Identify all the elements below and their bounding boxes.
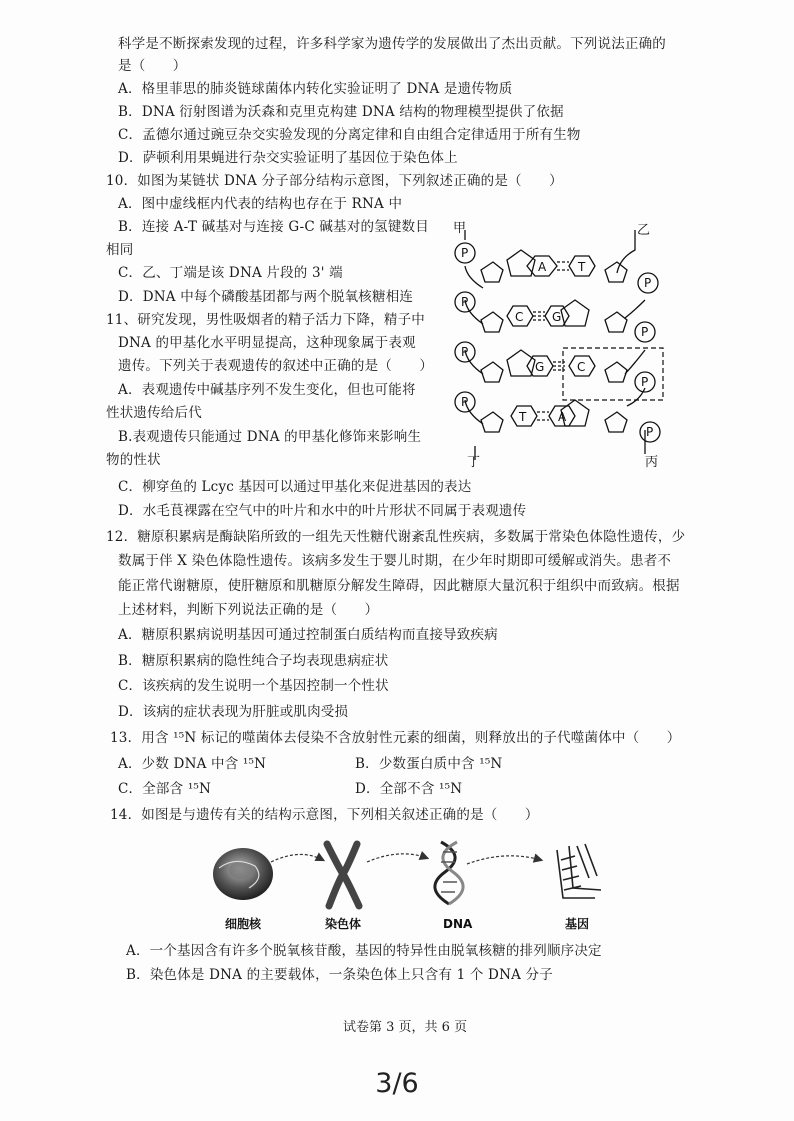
- phosphate-label: P: [461, 395, 469, 409]
- q13-option-b: B．少数蛋白质中含 ¹⁵N: [355, 756, 503, 772]
- q12-option-c: C．该疾病的发生说明一个基因控制一个性状: [118, 678, 389, 694]
- q14-option-b: B．染色体是 DNA 的主要载体，一条染色体上只含有 1 个 DNA 分子: [126, 967, 553, 983]
- q14-option-a: A．一个基因含有许多个脱氧核苷酸，基因的特异性由脱氧核糖的排列顺序决定: [126, 943, 602, 959]
- q12-option-b: B．糖原积累病的隐性纯合子均表现患病症状: [118, 653, 389, 669]
- base-left-3: G: [535, 360, 545, 374]
- q9-option-d: D．萨顿利用果蝇进行杂交实验证明了基因位于染色体上: [118, 150, 458, 166]
- base-left-4: T: [519, 410, 527, 424]
- label-nucleus: 细胞核: [225, 917, 262, 931]
- left-sugars: [481, 262, 503, 432]
- q12-stem-line4: 上述材料，判断下列说法正确的是（ ）: [118, 602, 379, 618]
- q10-option-a: A．图中虚线框内代表的结构也存在于 RNA 中: [118, 196, 403, 212]
- base-right-4: A: [558, 410, 567, 424]
- arrow-icon: [367, 854, 427, 862]
- q13-stem: 13．用含 ¹⁵N 标记的噬菌体去侵染不含放射性元素的细菌，则释放出的子代噬菌体中（ ）: [110, 730, 681, 746]
- right-backbone: [617, 230, 645, 454]
- q10-option-c: C．乙、丁端是该 DNA 片段的 3' 端: [118, 265, 343, 281]
- q11-option-b-cont: 物的性状: [106, 452, 161, 468]
- q11-stem-line1: 11、研究发现，男性吸烟者的精子活力下降，精子中: [106, 312, 425, 328]
- q9-option-c: C．孟德尔通过豌豆杂交实验发现的分离定律和自由组合定律适用于所有生物: [118, 127, 581, 143]
- q13-option-a: A．少数 DNA 中含 ¹⁵N: [118, 756, 267, 772]
- base-left-1: A: [538, 260, 547, 274]
- q11-option-c: C．柳穿鱼的 Lcyc 基因可以通过甲基化来促进基因的表达: [118, 479, 472, 495]
- dna-helix-icon: [435, 842, 463, 904]
- phosphate-label: P: [461, 345, 469, 359]
- arrow-icon: [271, 854, 323, 862]
- q11-option-d: D．水毛茛裸露在空气中的叶片和水中的叶片形状不同属于表观遗传: [118, 503, 527, 519]
- q11-stem-line2: DNA 的甲基化水平明显提高，这种现象属于表观: [118, 335, 416, 351]
- base-right-2: G: [552, 310, 562, 324]
- label-dna: DNA: [443, 917, 473, 931]
- q12-stem-line3: 能正常代谢糖原，使肝糖原和肌糖原分解发生障碍，因此糖原大量沉积于组织中而致病。根据: [118, 578, 680, 594]
- phosphate-label: P: [646, 425, 654, 439]
- phosphate-label: P: [641, 375, 649, 389]
- phosphate-label: P: [461, 295, 469, 309]
- genetic-structure-flow-diagram: [205, 838, 625, 938]
- end-label-jia: 甲: [453, 221, 467, 236]
- q12-stem-line1: 12．糖原积累病是酶缺陷所致的一组先天性糖代谢紊乱性疾病，多数属于常染色体隐性遗传，少: [106, 529, 686, 545]
- q9-stem-line2: 是（ ）: [118, 58, 187, 74]
- page-indicator: 3/6: [375, 1068, 419, 1099]
- q11-option-b: B.表观遗传只能通过 DNA 的甲基化修饰来影响生: [118, 429, 422, 445]
- right-sugars: [605, 262, 627, 432]
- base-right-3: C: [577, 360, 586, 374]
- q11-option-a: A．表观遗传中碱基序列不发生变化，但也可能将: [118, 382, 416, 398]
- q10-option-d: D．DNA 中每个磷酸基团都与两个脱氧核糖相连: [118, 289, 414, 305]
- phosphate-label: P: [461, 246, 469, 260]
- q14-stem: 14．如图是与遗传有关的结构示意图，下列相关叙述正确的是（ ）: [110, 807, 539, 823]
- gene-icon: [557, 844, 601, 898]
- q9-option-a: A．格里菲思的肺炎链球菌体内转化实验证明了 DNA 是遗传物质: [118, 81, 513, 97]
- arrow-icon: [467, 856, 541, 864]
- q12-option-a: A．糖原积累病说明基因可通过控制蛋白质结构而直接导致疾病: [118, 627, 498, 643]
- label-gene: 基因: [565, 917, 590, 931]
- base-left-2: C: [515, 310, 524, 324]
- end-label-bing: 丙: [645, 455, 659, 468]
- label-chromosome: 染色体: [325, 917, 362, 931]
- end-label-yi: 乙: [637, 223, 651, 238]
- q12-stem-line2: 数属于伴 X 染色体隐性遗传。该病多发生于婴儿时期，在少年时期即可缓解或消失。患者不: [118, 553, 672, 569]
- q13-option-d: D．全部不含 ¹⁵N: [355, 781, 463, 797]
- base-right-1: T: [578, 260, 586, 274]
- chromosome-icon: [327, 844, 359, 906]
- cell-nucleus-icon: [213, 848, 273, 900]
- q10-option-b: B．连接 A-T 碱基对与连接 G-C 碱基对的氢键数目: [118, 219, 429, 235]
- dna-structure-diagram: [445, 218, 675, 468]
- phosphate-label: P: [644, 276, 652, 290]
- q11-stem-line3: 遗传。下列关于表观遗传的叙述中正确的是（ ）: [118, 358, 434, 374]
- q9-stem-line1: 科学是不断探索发现的过程，许多科学家为遗传学的发展做出了杰出贡献。下列说法正确的: [118, 36, 666, 52]
- q11-option-a-cont: 性状遗传给后代: [106, 405, 202, 421]
- q9-option-b: B．DNA 衍射图谱为沃森和克里克构建 DNA 结构的物理模型提供了依据: [118, 104, 564, 120]
- q12-option-d: D．该病的症状表现为肝脏或肌肉受损: [118, 704, 349, 720]
- q13-option-c: C．全部含 ¹⁵N: [118, 781, 212, 797]
- page-footer: 试卷第 3 页，共 6 页: [343, 1020, 468, 1035]
- q10-stem: 10．如图为某链状 DNA 分子部分结构示意图，下列叙述正确的是（ ）: [106, 173, 563, 189]
- phosphate-label: P: [641, 325, 649, 339]
- q10-option-b-cont: 相同: [106, 242, 134, 258]
- end-label-ding: 丁: [467, 455, 481, 468]
